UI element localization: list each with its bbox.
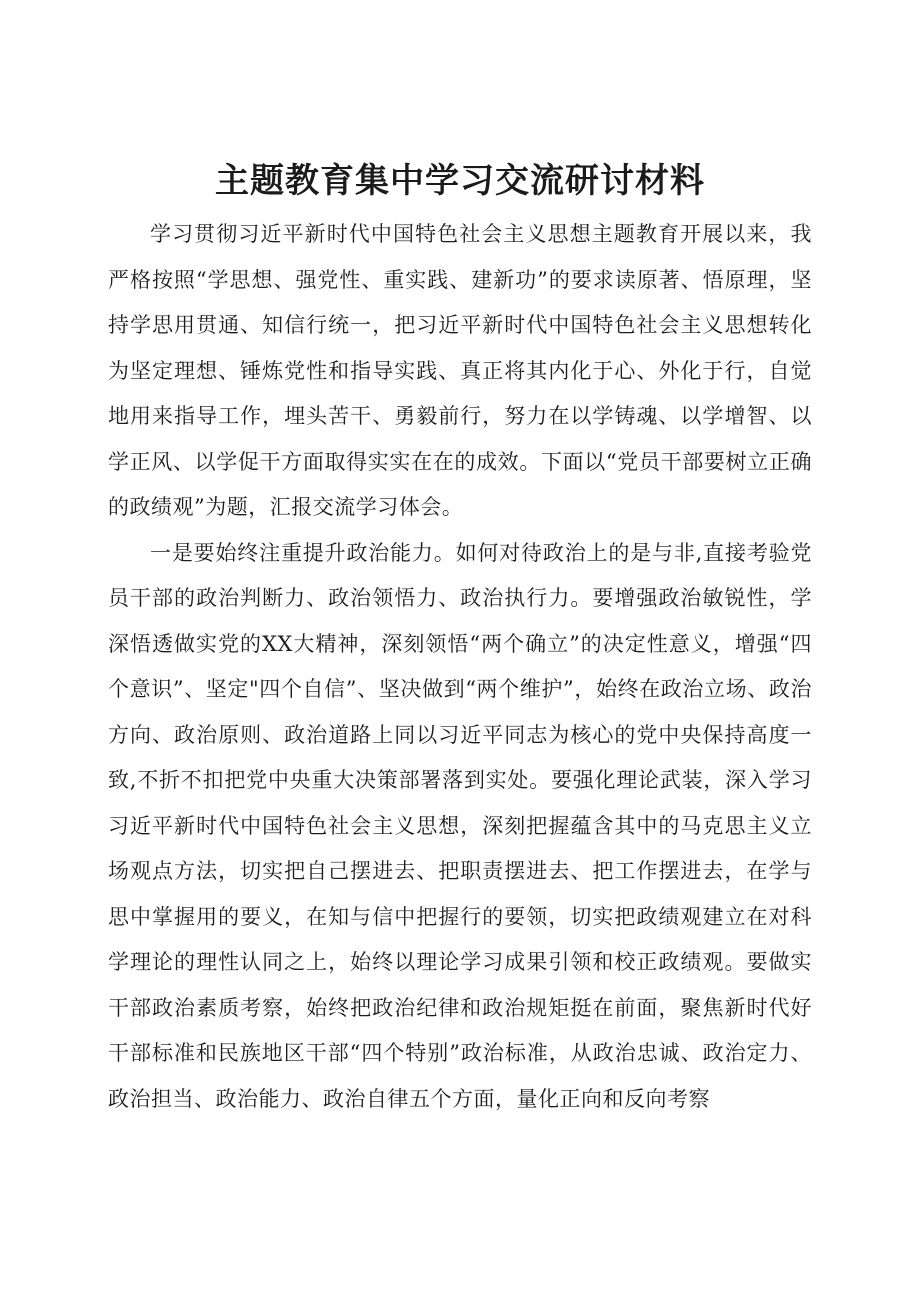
paragraph-point-one: 一是要始终注重提升政治能力。如何对待政治上的是与非,直接考验党员干部的政治判断力、政治领悟力、政治执行力。要增强政治敏锐性，学深悟透做实党的XX大精神，深刻领悟“两个确立”的决定性意义，增强“四个意识”、坚定"四个自信”、坚决做到“两个维护”，始终在政治立场、政治方向、政治原则、政治道路上同以习近平同志为核心的党中央保持高度一致,不折不扣把党中央重大决策部署落到实处。要强化理论武装，深入学习习近平新时代中国特色社会主义思想，深刻把握蕴含其中的马克思主义立场观点方法，切实把自己摆进去、把职责摆进去、把工作摆进去，在学与思中掌握用的要义，在知与信中把握行的要领，切实把政绩观建立在对科学理论的理性认同之上，始终以理论学习成果引领和校正政绩观。要做实干部政治素质考察，始终把政治纪律和政治规矩挺在前面，聚焦新时代好干部标准和民族地区干部“四个特别”政治标准，从政治忠诚、政治定力、政治担当、政治能力、政治自律五个方面，量化正向和反向考察 <box>108 540 812 1111</box>
document-title: 主题教育集中学习交流研讨材料 <box>215 161 705 201</box>
paragraph-intro: 学习贯彻习近平新时代中国特色社会主义思想主题教育开展以来，我严格按照“学思想、强党性、重实践、建新功”的要求读原著、悟原理，坚持学思用贯通、知信行统一，把习近平新时代中国特色社会主义思想转化为坚定理想、锤炼党性和指导实践、真正将其内化于心、外化于行，自觉地用来指导工作，埋头苦干、勇毅前行，努力在以学铸魂、以学增智、以学正风、以学促干方面取得实实在在的成效。下面以“党员干部要树立正确的政绩观”为题，汇报交流学习体会。 <box>108 222 812 519</box>
document-body <box>108 212 812 1122</box>
